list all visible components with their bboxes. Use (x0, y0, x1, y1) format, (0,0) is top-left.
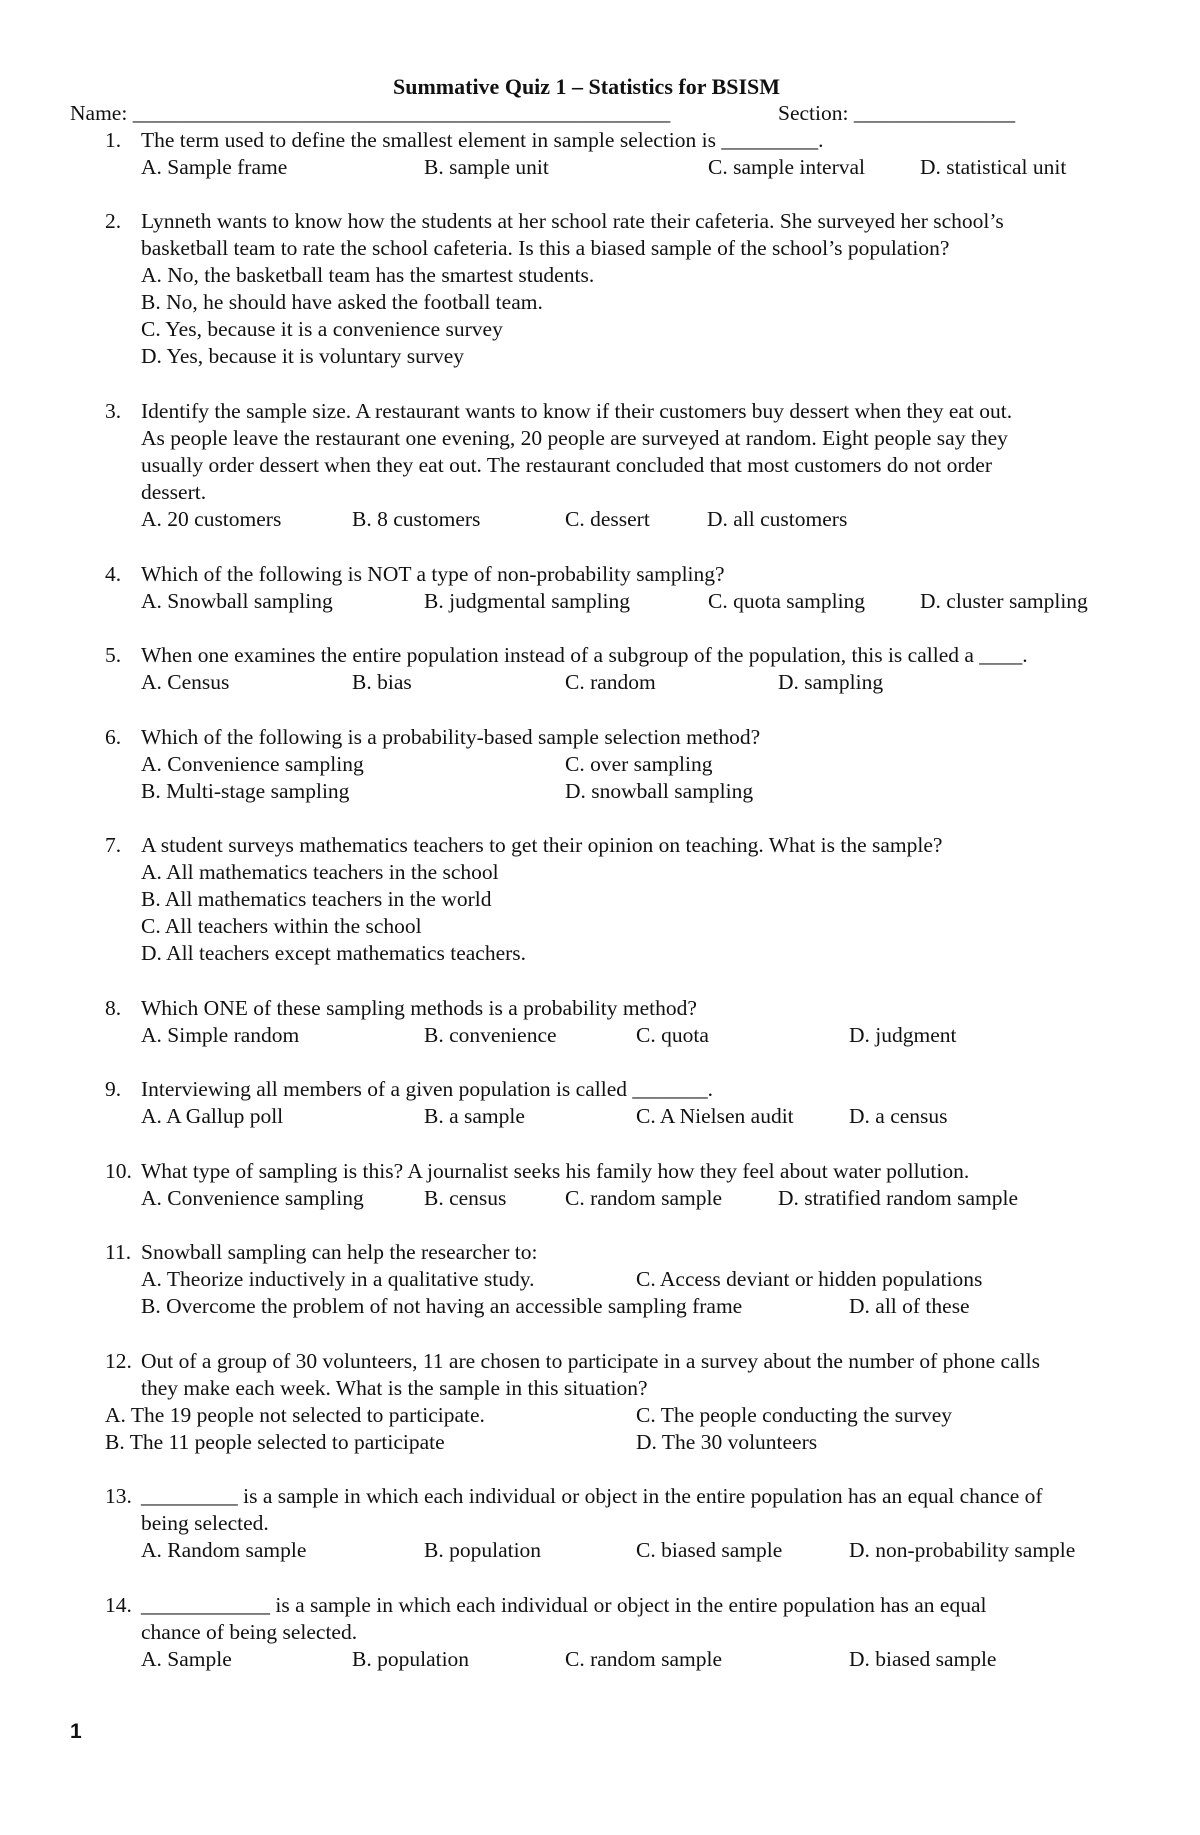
answer-option: C. quota (636, 1023, 709, 1047)
answer-option: B. sample unit (424, 155, 549, 179)
answer-option: C. The people conducting the survey (636, 1403, 953, 1427)
question-number: 8. (105, 996, 122, 1020)
answer-option: C. sample interval (708, 155, 866, 179)
answer-option: A. Convenience sampling (141, 752, 364, 776)
answer-option: B. The 11 people selected to participate (105, 1430, 445, 1454)
question-text: Identify the sample size. A restaurant wants to know if their customers buy dessert when they eat out. (141, 399, 1013, 423)
question-text: basketball team to rate the school cafeteria. Is this a biased sample of the school’s population? (141, 236, 950, 260)
answer-option: C. Access deviant or hidden populations (636, 1267, 983, 1291)
answer-option: A. 20 customers (141, 507, 282, 531)
answer-option: D. sampling (778, 670, 884, 694)
answer-option: C. quota sampling (708, 589, 866, 613)
answer-option: C. Yes, because it is a convenience survey (141, 317, 503, 341)
answer-option: C. random sample (565, 1647, 723, 1671)
name-blank: __________________________________________________ (132, 101, 671, 125)
question-text: When one examines the entire population instead of a subgroup of the population, this is called a ____. (141, 643, 1028, 667)
question-text: As people leave the restaurant one evening, 20 people are surveyed at random. Eight people say they (141, 426, 1008, 450)
answer-option: D. a census (849, 1104, 948, 1128)
answer-option: A. Random sample (141, 1538, 307, 1562)
question-text: Which of the following is a probability-based sample selection method? (141, 725, 761, 749)
question-number: 3. (105, 399, 122, 423)
question-text: Which ONE of these sampling methods is a probability method? (141, 996, 697, 1020)
question-text: Interviewing all members of a given population is called _______. (141, 1077, 713, 1101)
answer-option: B. judgmental sampling (424, 589, 631, 613)
answer-option: A. Sample (141, 1647, 232, 1671)
question-number: 1. (105, 128, 122, 152)
answer-option: D. all of these (849, 1294, 970, 1318)
answer-option: B. Multi-stage sampling (141, 779, 350, 803)
question-number: 2. (105, 209, 122, 233)
question-number: 14. (105, 1593, 132, 1617)
answer-option: C. over sampling (565, 752, 713, 776)
question-number: 5. (105, 643, 122, 667)
answer-option: B. population (352, 1647, 470, 1671)
question-number: 12. (105, 1349, 132, 1373)
question-number: 6. (105, 725, 122, 749)
answer-option: A. Snowball sampling (141, 589, 333, 613)
answer-option: A. Theorize inductively in a qualitative study. (141, 1267, 535, 1291)
answer-option: B. population (424, 1538, 542, 1562)
answer-option: A. Convenience sampling (141, 1186, 364, 1210)
question-text: dessert. (141, 480, 207, 504)
question-number: 11. (105, 1240, 132, 1264)
question-text: chance of being selected. (141, 1620, 358, 1644)
answer-option: C. random sample (565, 1186, 723, 1210)
answer-option: B. Overcome the problem of not having an accessible sampling frame (141, 1294, 743, 1318)
answer-option: B. convenience (424, 1023, 557, 1047)
answer-option: B. census (424, 1186, 507, 1210)
answer-option: B. 8 customers (352, 507, 481, 531)
question-text: Lynneth wants to know how the students at her school rate their cafeteria. She surveyed her school’s (141, 209, 1004, 233)
answer-option: D. All teachers except mathematics teachers. (141, 941, 527, 965)
section-label: Section: (778, 101, 854, 125)
answer-option: A. No, the basketball team has the smartest students. (141, 263, 595, 287)
section-field (778, 100, 1015, 127)
question-text: A student surveys mathematics teachers to get their opinion on teaching. What is the sample? (141, 833, 943, 857)
answer-option: A. The 19 people not selected to participate. (105, 1403, 485, 1427)
page-number: 1 (70, 1720, 82, 1743)
answer-option: A. All mathematics teachers in the school (141, 860, 499, 884)
question-text: usually order dessert when they eat out. The restaurant concluded that most customers do not order (141, 453, 993, 477)
answer-option: C. A Nielsen audit (636, 1104, 794, 1128)
question-text: Which of the following is NOT a type of non-probability sampling? (141, 562, 725, 586)
answer-option: C. biased sample (636, 1538, 783, 1562)
answer-option: B. All mathematics teachers in the world (141, 887, 492, 911)
page-title: Summative Quiz 1 – Statistics for BSISM (393, 74, 781, 99)
question-text: Snowball sampling can help the researcher to: (141, 1240, 538, 1264)
question-text: The term used to define the smallest element in sample selection is _________. (141, 128, 824, 152)
question-number: 4. (105, 562, 122, 586)
answer-option: D. biased sample (849, 1647, 997, 1671)
answer-option: D. statistical unit (920, 155, 1067, 179)
answer-option: B. a sample (424, 1104, 525, 1128)
answer-option: C. dessert (565, 507, 650, 531)
answer-option: D. judgment (849, 1023, 957, 1047)
question-text: What type of sampling is this? A journalist seeks his family how they feel about water pollution. (141, 1159, 970, 1183)
question-number: 13. (105, 1484, 132, 1508)
answer-option: D. all customers (707, 507, 848, 531)
answer-option: B. No, he should have asked the football team. (141, 290, 543, 314)
answer-option: D. cluster sampling (920, 589, 1088, 613)
question-text: being selected. (141, 1511, 269, 1535)
answer-option: D. The 30 volunteers (636, 1430, 818, 1454)
answer-option: D. snowball sampling (565, 779, 754, 803)
answer-option: D. Yes, because it is voluntary survey (141, 344, 465, 368)
answer-option: C. All teachers within the school (141, 914, 422, 938)
name-label: Name: (70, 101, 133, 125)
answer-option: A. A Gallup poll (141, 1104, 284, 1128)
question-number: 9. (105, 1077, 122, 1101)
question-number: 10. (105, 1159, 132, 1183)
answer-option: D. stratified random sample (778, 1186, 1019, 1210)
question-text: _________ is a sample in which each individual or object in the entire population has an equal chance of (141, 1484, 1043, 1508)
answer-option: C. random (565, 670, 656, 694)
name-field (70, 100, 670, 127)
question-text: ____________ is a sample in which each individual or object in the entire population has an equal (141, 1593, 987, 1617)
answer-option: B. bias (352, 670, 412, 694)
answer-option: D. non-probability sample (849, 1538, 1076, 1562)
answer-option: A. Simple random (141, 1023, 300, 1047)
question-number: 7. (105, 833, 122, 857)
answer-option: A. Sample frame (141, 155, 288, 179)
section-blank: _______________ (853, 101, 1016, 125)
question-text: they make each week. What is the sample in this situation? (141, 1376, 648, 1400)
question-text: Out of a group of 30 volunteers, 11 are chosen to participate in a survey about the number of phone calls (141, 1349, 1040, 1373)
answer-option: A. Census (141, 670, 230, 694)
